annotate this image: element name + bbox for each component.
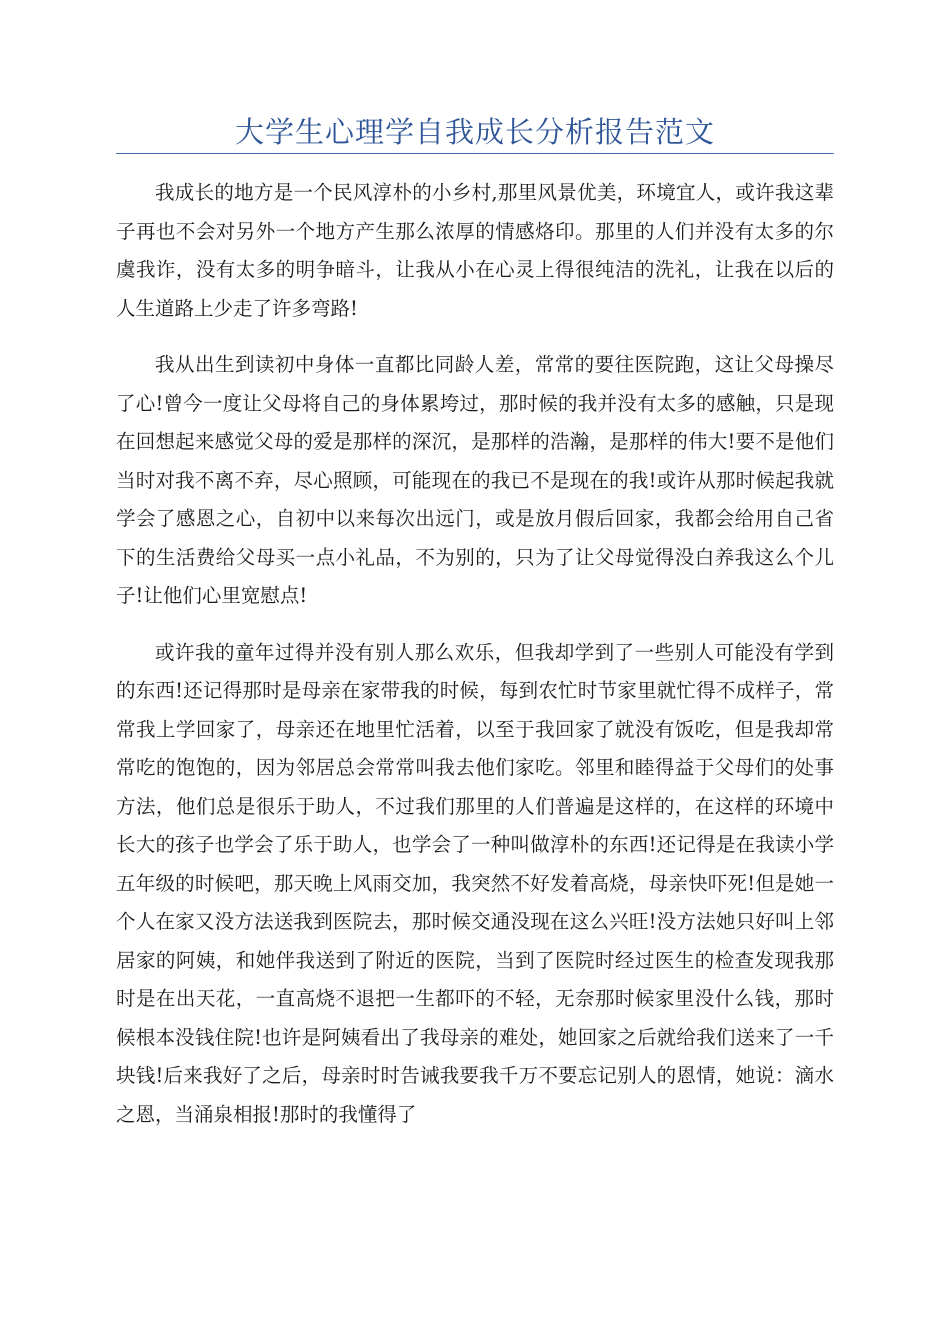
paragraph-1: 我成长的地方是一个民风淳朴的小乡村,那里风景优美，环境宜人，或许我这辈子再也不会对另外一个地方产生那么浓厚的情感烙印。那里的人们并没有太多的尔虞我诈，没有太多的明争暗斗，让我从小在心灵上得很纯洁的洗礼，让我在以后的人生道路上少走了许多弯路! [116,181,834,320]
document-title: 大学生心理学自我成长分析报告范文 [234,115,715,149]
paragraph-2: 我从出生到读初中身体一直都比同龄人差，常常的要往医院跑，这让父母操尽了心!曾今一度让父母将自己的身体累垮过，那时候的我并没有太多的感触，只是现在回想起来感觉父母的爱是那样的深沉，是那样的浩瀚，是那样的伟大!要不是他们当时对我不离不弃，尽心照顾，可能现在的我已不是现在的我!或许从那时候起我就学会了感恩之心，自初中以来每次出远门，或是放月假后回家，我都会给用自己省下的生活费给父母买一点小礼品，不为别的，只为了让父母觉得没白养我这么个儿子!让他们心里宽慰点! [116,353,834,607]
title-underline [116,153,834,154]
document-body [116,174,834,1152]
paragraph-3: 或许我的童年过得并没有别人那么欢乐，但我却学到了一些别人可能没有学到的东西!还记得那时是母亲在家带我的时候，每到农忙时节家里就忙得不成样子，常常我上学回家了，母亲还在地里忙活着，以至于我回家了就没有饭吃，但是我却常常吃的饱饱的，因为邻居总会常常叫我去他们家吃。邻里和睦得益于父母们的处事方法，他们总是很乐于助人，不过我们那里的人们普遍是这样的，在这样的环境中长大的孩子也学会了乐于助人，也学会了一种叫做淳朴的东西!还记得是在我读小学五年级的时候吧，那天晚上风雨交加，我突然不好发着高烧，母亲快吓死!但是她一个人在家又没方法送我到医院去，那时候交通没现在这么兴旺!没方法她只好叫上邻居家的阿姨，和她伴我送到了附近的医院，当到了医院时经过医生的检查发现我那时是在出天花，一直高烧不退把一生都吓的不轻，无奈那时候家里没什么钱，那时候根本没钱住院!也许是阿姨看出了我母亲的难处，她回家之后就给我们送来了一千块钱!后来我好了之后，母亲时时告诫我要我千万不要忘记别人的恩情，她说：滴水之恩，当涌泉相报!那时的我懂得了 [116,640,834,1126]
